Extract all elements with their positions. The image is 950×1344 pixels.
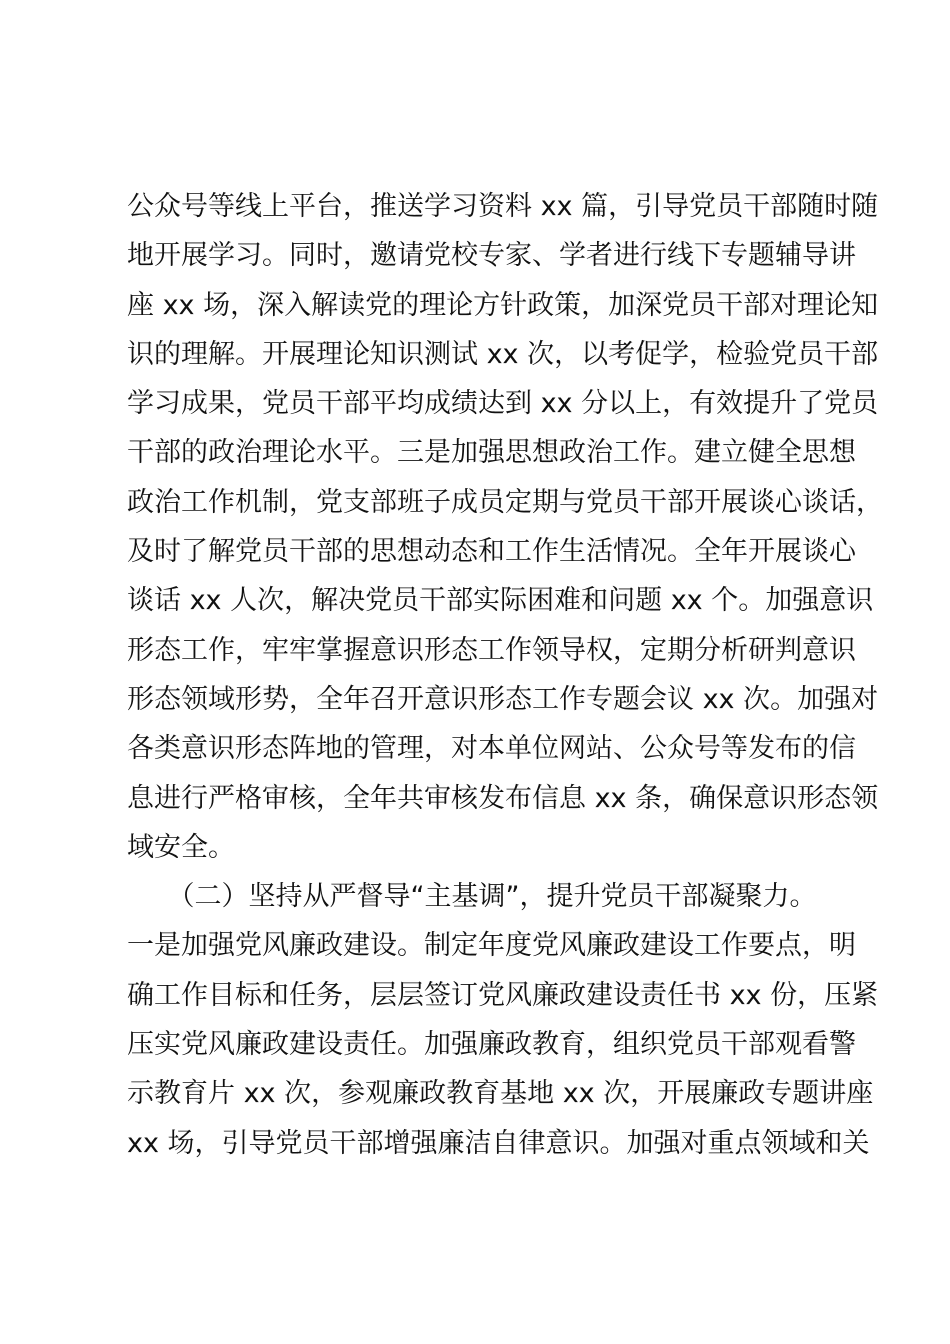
text-line: 及时了解党员干部的思想动态和工作生活情况。全年开展谈心 xyxy=(127,536,856,568)
section-heading-line: （二）坚持从严督导“主基调”，提升党员干部凝聚力。 xyxy=(127,881,817,913)
text-line: 谈话 xx 人次，解决党员干部实际困难和问题 xx 个。加强意识 xyxy=(127,585,874,617)
text-line: 座 xx 场，深入解读党的理论方针政策，加深党员干部对理论知 xyxy=(127,289,879,321)
text-line: 地开展学习。同时，邀请党校专家、学者进行线下专题辅导讲 xyxy=(127,240,856,272)
text-line: 学习成果，党员干部平均成绩达到 xx 分以上，有效提升了党员 xyxy=(127,388,879,420)
text-line: 确工作目标和任务，层层签订党风廉政建设责任书 xx 份，压紧 xyxy=(127,979,879,1011)
text-line: 压实党风廉政建设责任。加强廉政教育，组织党员干部观看警 xyxy=(127,1029,856,1061)
text-line: 各类意识形态阵地的管理，对本单位网站、公众号等发布的信 xyxy=(127,733,856,765)
text-line: 识的理解。开展理论知识测试 xx 次，以考促学，检验党员干部 xyxy=(127,338,879,370)
text-line: 息进行严格审核，全年共审核发布信息 xx 条，确保意识形态领 xyxy=(127,782,879,814)
text-line: 干部的政治理论水平。三是加强思想政治工作。建立健全思想 xyxy=(127,437,856,469)
text-line: 公众号等线上平台，推送学习资料 xx 篇，引导党员干部随时随 xyxy=(127,191,879,222)
text-line: 形态工作，牢牢掌握意识形态工作领导权，定期分析研判意识 xyxy=(127,634,856,666)
text-line: 示教育片 xx 次，参观廉政教育基地 xx 次，开展廉政专题讲座 xyxy=(127,1078,874,1110)
text-line: 域安全。 xyxy=(127,831,235,863)
document-body xyxy=(127,182,883,1168)
text-line: 一是加强党风廉政建设。制定年度党风廉政建设工作要点，明 xyxy=(127,930,856,962)
text-line: xx 场，引导党员干部增强廉洁自律意识。加强对重点领域和关 xyxy=(127,1127,870,1159)
text-line: 形态领域形势，全年召开意识形态工作专题会议 xx 次。加强对 xyxy=(127,683,879,715)
text-line: 政治工作机制，党支部班子成员定期与党员干部开展谈心谈话， xyxy=(127,486,883,518)
